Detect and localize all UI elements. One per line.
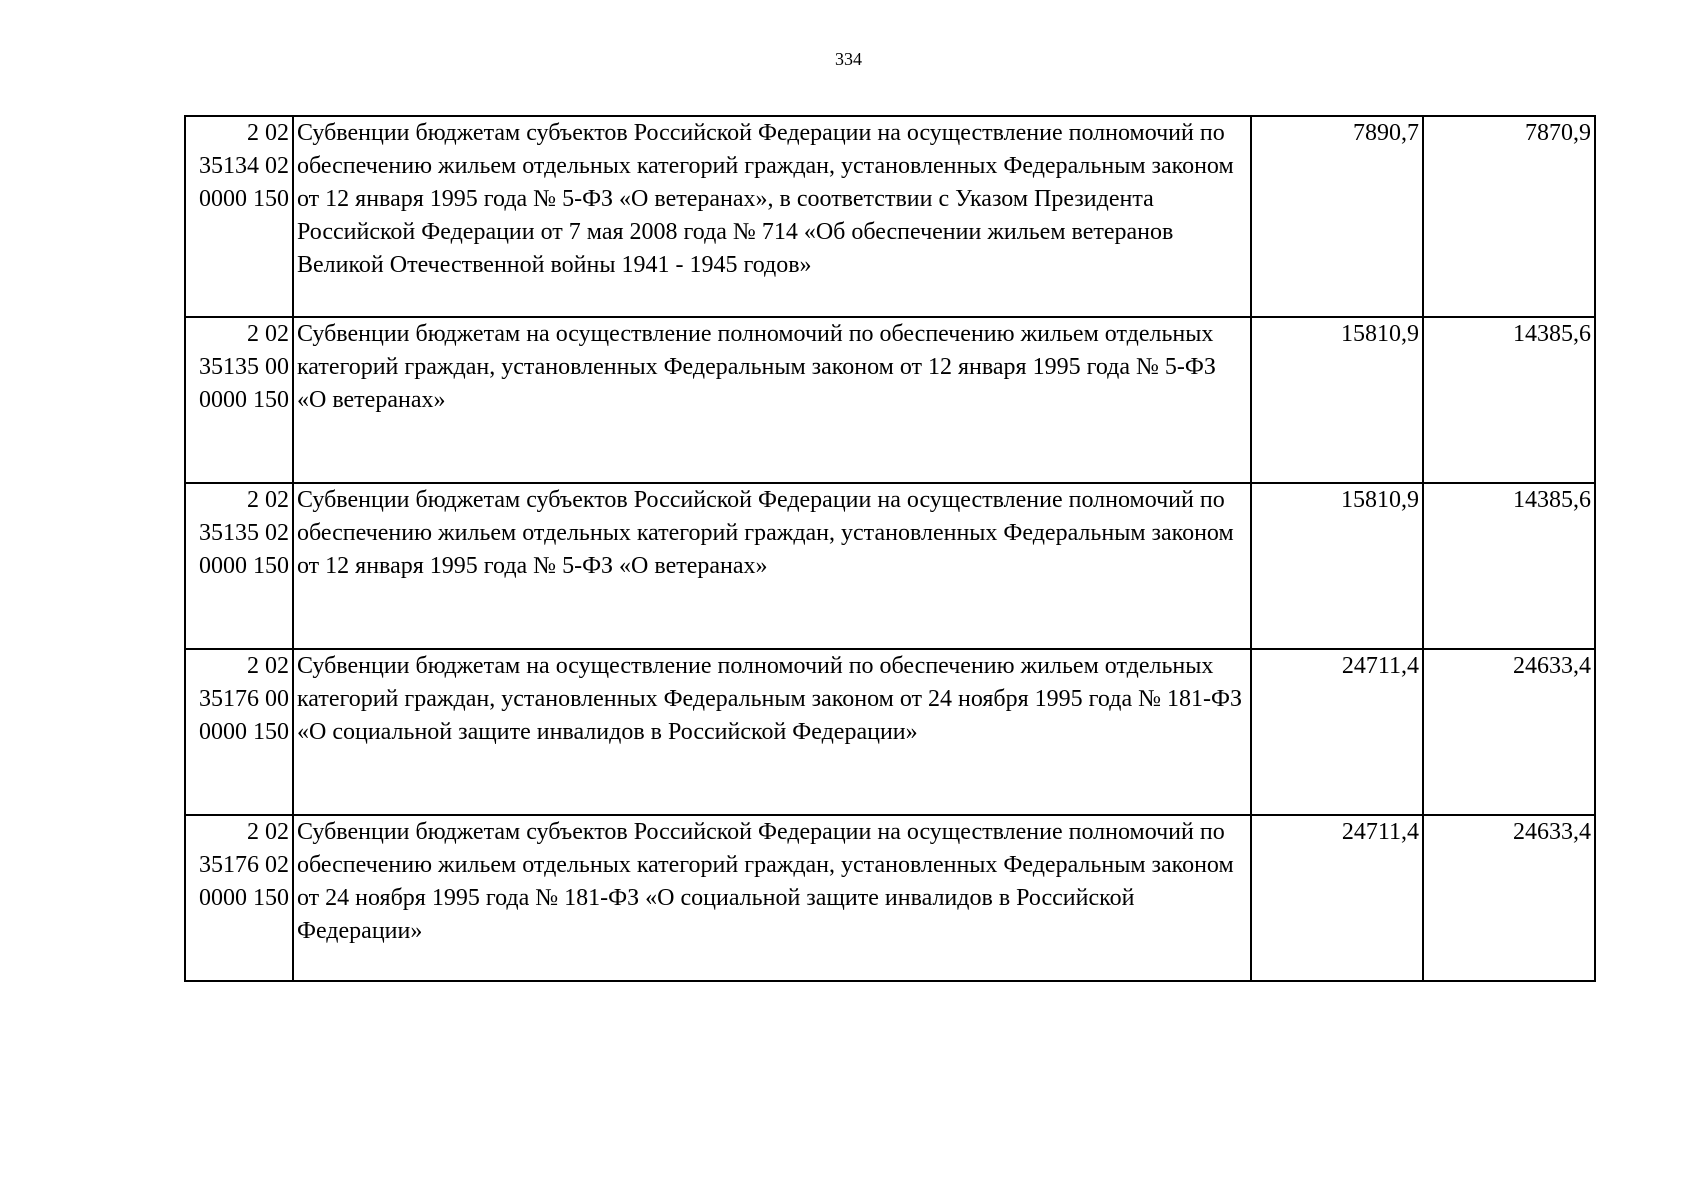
budget-code-line: 2 02: [247, 819, 289, 845]
budget-code-cell: [185, 116, 293, 317]
table-row: [185, 317, 1595, 483]
budget-code-line: 0000 150: [199, 387, 289, 413]
budget-code-line: 2 02: [247, 120, 289, 146]
budget-code-line: 0000 150: [199, 719, 289, 745]
budget-code-line: 2 02: [247, 321, 289, 347]
budget-code-line: 35176 00: [199, 686, 289, 712]
amount-cell-2: 14385,6: [1423, 483, 1595, 649]
income-name-cell: Субвенции бюджетам на осуществление полномочий по обеспечению жильем отдельных категорий граждан, установленных Федеральным законом от 24 ноября 1995 года № 181-ФЗ «О социальной защите инвалидов в Российской Федерации»: [293, 649, 1251, 815]
budget-code-line: 35135 00: [199, 354, 289, 380]
budget-code-line: 35176 02: [199, 852, 289, 878]
income-name-cell: Субвенции бюджетам субъектов Российской Федерации на осуществление полномочий по обеспечению жильем отдельных категорий граждан, установленных Федеральным законом от 24 ноября 1995 года № 181-ФЗ «О социальной защите инвалидов в Российской Федерации»: [293, 815, 1251, 981]
table-row: [185, 116, 1595, 317]
amount-cell-1: 24711,4: [1251, 649, 1423, 815]
amount-cell-2: 14385,6: [1423, 317, 1595, 483]
amount-cell-2: 7870,9: [1423, 116, 1595, 317]
income-name-cell: Субвенции бюджетам субъектов Российской Федерации на осуществление полномочий по обеспечению жильем отдельных категорий граждан, установленных Федеральным законом от 12 января 1995 года № 5-ФЗ «О ветеранах», в соответствии с Указом Президента Российской Федерации от 7 мая 2008 года № 714 «Об обеспечении жильем ветеранов Великой Отечественной войны 1941 - 1945 годов»: [293, 116, 1251, 317]
amount-cell-2: 24633,4: [1423, 815, 1595, 981]
amount-cell-1: 15810,9: [1251, 483, 1423, 649]
amount-cell-1: 24711,4: [1251, 815, 1423, 981]
budget-code-cell: [185, 317, 293, 483]
budget-code-line: 0000 150: [199, 553, 289, 579]
income-name-cell: Субвенции бюджетам на осуществление полномочий по обеспечению жильем отдельных категорий граждан, установленных Федеральным законом от 12 января 1995 года № 5-ФЗ «О ветеранах»: [293, 317, 1251, 483]
amount-cell-1: 15810,9: [1251, 317, 1423, 483]
income-name-cell: Субвенции бюджетам субъектов Российской Федерации на осуществление полномочий по обеспечению жильем отдельных категорий граждан, установленных Федеральным законом от 12 января 1995 года № 5-ФЗ «О ветеранах»: [293, 483, 1251, 649]
budget-code-line: 35134 02: [199, 153, 289, 179]
table-row: [185, 649, 1595, 815]
amount-cell-2: 24633,4: [1423, 649, 1595, 815]
page-number: 334: [835, 49, 862, 69]
budget-table: [184, 115, 1596, 982]
budget-code-line: 2 02: [247, 487, 289, 513]
table-row: [185, 815, 1595, 981]
budget-code-line: 0000 150: [199, 186, 289, 212]
amount-cell-1: 7890,7: [1251, 116, 1423, 317]
budget-code-cell: [185, 815, 293, 981]
budget-code-line: 2 02: [247, 653, 289, 679]
budget-code-cell: [185, 649, 293, 815]
budget-code-cell: [185, 483, 293, 649]
table-row: [185, 483, 1595, 649]
budget-code-line: 35135 02: [199, 520, 289, 546]
budget-code-line: 0000 150: [199, 885, 289, 911]
